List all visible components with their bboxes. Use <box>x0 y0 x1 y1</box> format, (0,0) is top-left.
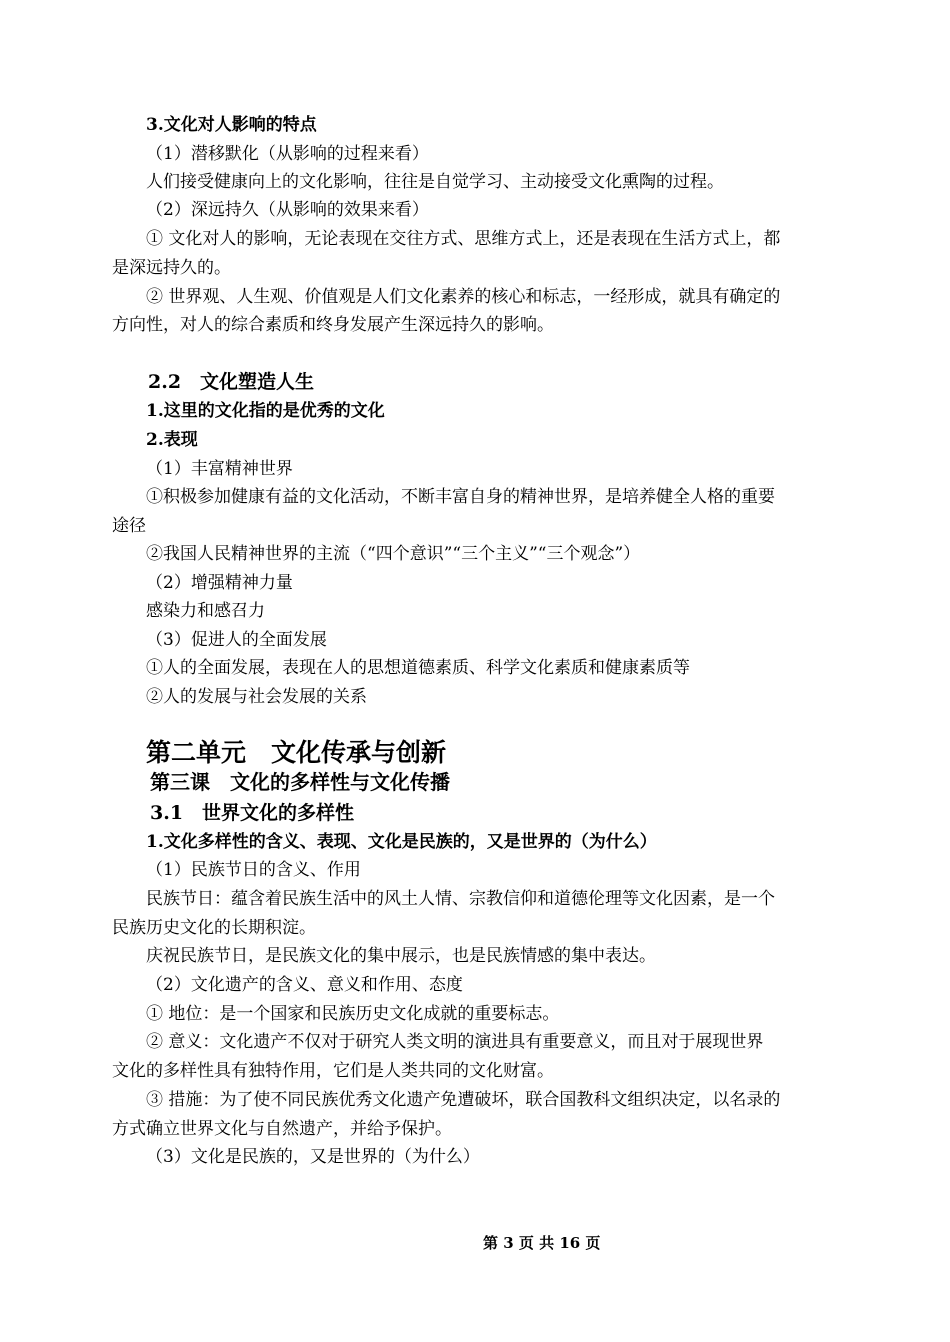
paragraph: 方式确立世界文化与自然遗产，并给予保护。 <box>112 1119 452 1139</box>
paragraph: ① 地位：是一个国家和民族历史文化成就的重要标志。 <box>146 1004 560 1024</box>
paragraph: ①积极参加健康有益的文化活动，不断丰富自身的精神世界，是培养健全人格的重要 <box>146 487 775 507</box>
paragraph: ② 意义：文化遗产不仅对于研究人类文明的演进具有重要意义，而且对于展现世界 <box>146 1032 764 1052</box>
subheading: （1）丰富精神世界 <box>146 459 293 479</box>
paragraph: ② 世界观、人生观、价值观是人们文化素养的核心和标志，一经形成，就具有确定的 <box>146 287 781 307</box>
subheading: （3）文化是民族的，又是世界的（为什么） <box>146 1147 480 1167</box>
section-heading: 2.表现 <box>146 430 198 450</box>
paragraph: ②我国人民精神世界的主流（“四个意识”“三个主义”“三个观念”） <box>146 544 641 564</box>
subheading: （2）增强精神力量 <box>146 573 293 593</box>
paragraph: ①人的全面发展，表现在人的思想道德素质、科学文化素质和健康素质等 <box>146 658 690 678</box>
paragraph: 途径 <box>112 516 146 536</box>
paragraph: 是深远持久的。 <box>112 258 231 278</box>
paragraph: 文化的多样性具有独特作用，它们是人类共同的文化财富。 <box>112 1061 554 1081</box>
paragraph: ① 文化对人的影响，无论表现在交往方式、思维方式上，还是表现在生活方式上，都 <box>146 229 781 249</box>
section-title: 2.2 文化塑造人生 <box>148 371 315 393</box>
lesson-title: 第三课 文化的多样性与文化传播 <box>150 770 450 794</box>
paragraph: 方向性，对人的综合素质和终身发展产生深远持久的影响。 <box>112 315 554 335</box>
paragraph: 庆祝民族节日，是民族文化的集中展示，也是民族情感的集中表达。 <box>146 946 656 966</box>
paragraph: ③ 措施：为了使不同民族优秀文化遗产免遭破坏，联合国教科文组织决定，以名录的 <box>146 1090 781 1110</box>
page-footer: 第 3 页 共 16 页 <box>483 1234 601 1252</box>
unit-title: 第二单元 文化传承与创新 <box>146 738 447 767</box>
section-title: 3.1 世界文化的多样性 <box>150 802 355 824</box>
paragraph: 人们接受健康向上的文化影响，往往是自觉学习、主动接受文化熏陶的过程。 <box>146 172 724 192</box>
paragraph: ②人的发展与社会发展的关系 <box>146 687 367 707</box>
subheading: （2）深远持久（从影响的效果来看） <box>146 200 429 220</box>
subheading: （1）民族节日的含义、作用 <box>146 860 361 880</box>
paragraph: 民族历史文化的长期积淀。 <box>112 918 316 938</box>
section-heading: 1.文化多样性的含义、表现、文化是民族的，又是世界的（为什么） <box>146 832 657 852</box>
subheading: （1）潜移默化（从影响的过程来看） <box>146 144 429 164</box>
section-heading: 1.这里的文化指的是优秀的文化 <box>146 401 385 421</box>
section-heading: 3.文化对人影响的特点 <box>146 115 317 135</box>
paragraph: 感染力和感召力 <box>146 601 265 621</box>
paragraph: 民族节日：蕴含着民族生活中的风土人情、宗教信仰和道德伦理等文化因素，是一个 <box>146 889 775 909</box>
subheading: （2）文化遗产的含义、意义和作用、态度 <box>146 975 463 995</box>
subheading: （3）促进人的全面发展 <box>146 630 327 650</box>
